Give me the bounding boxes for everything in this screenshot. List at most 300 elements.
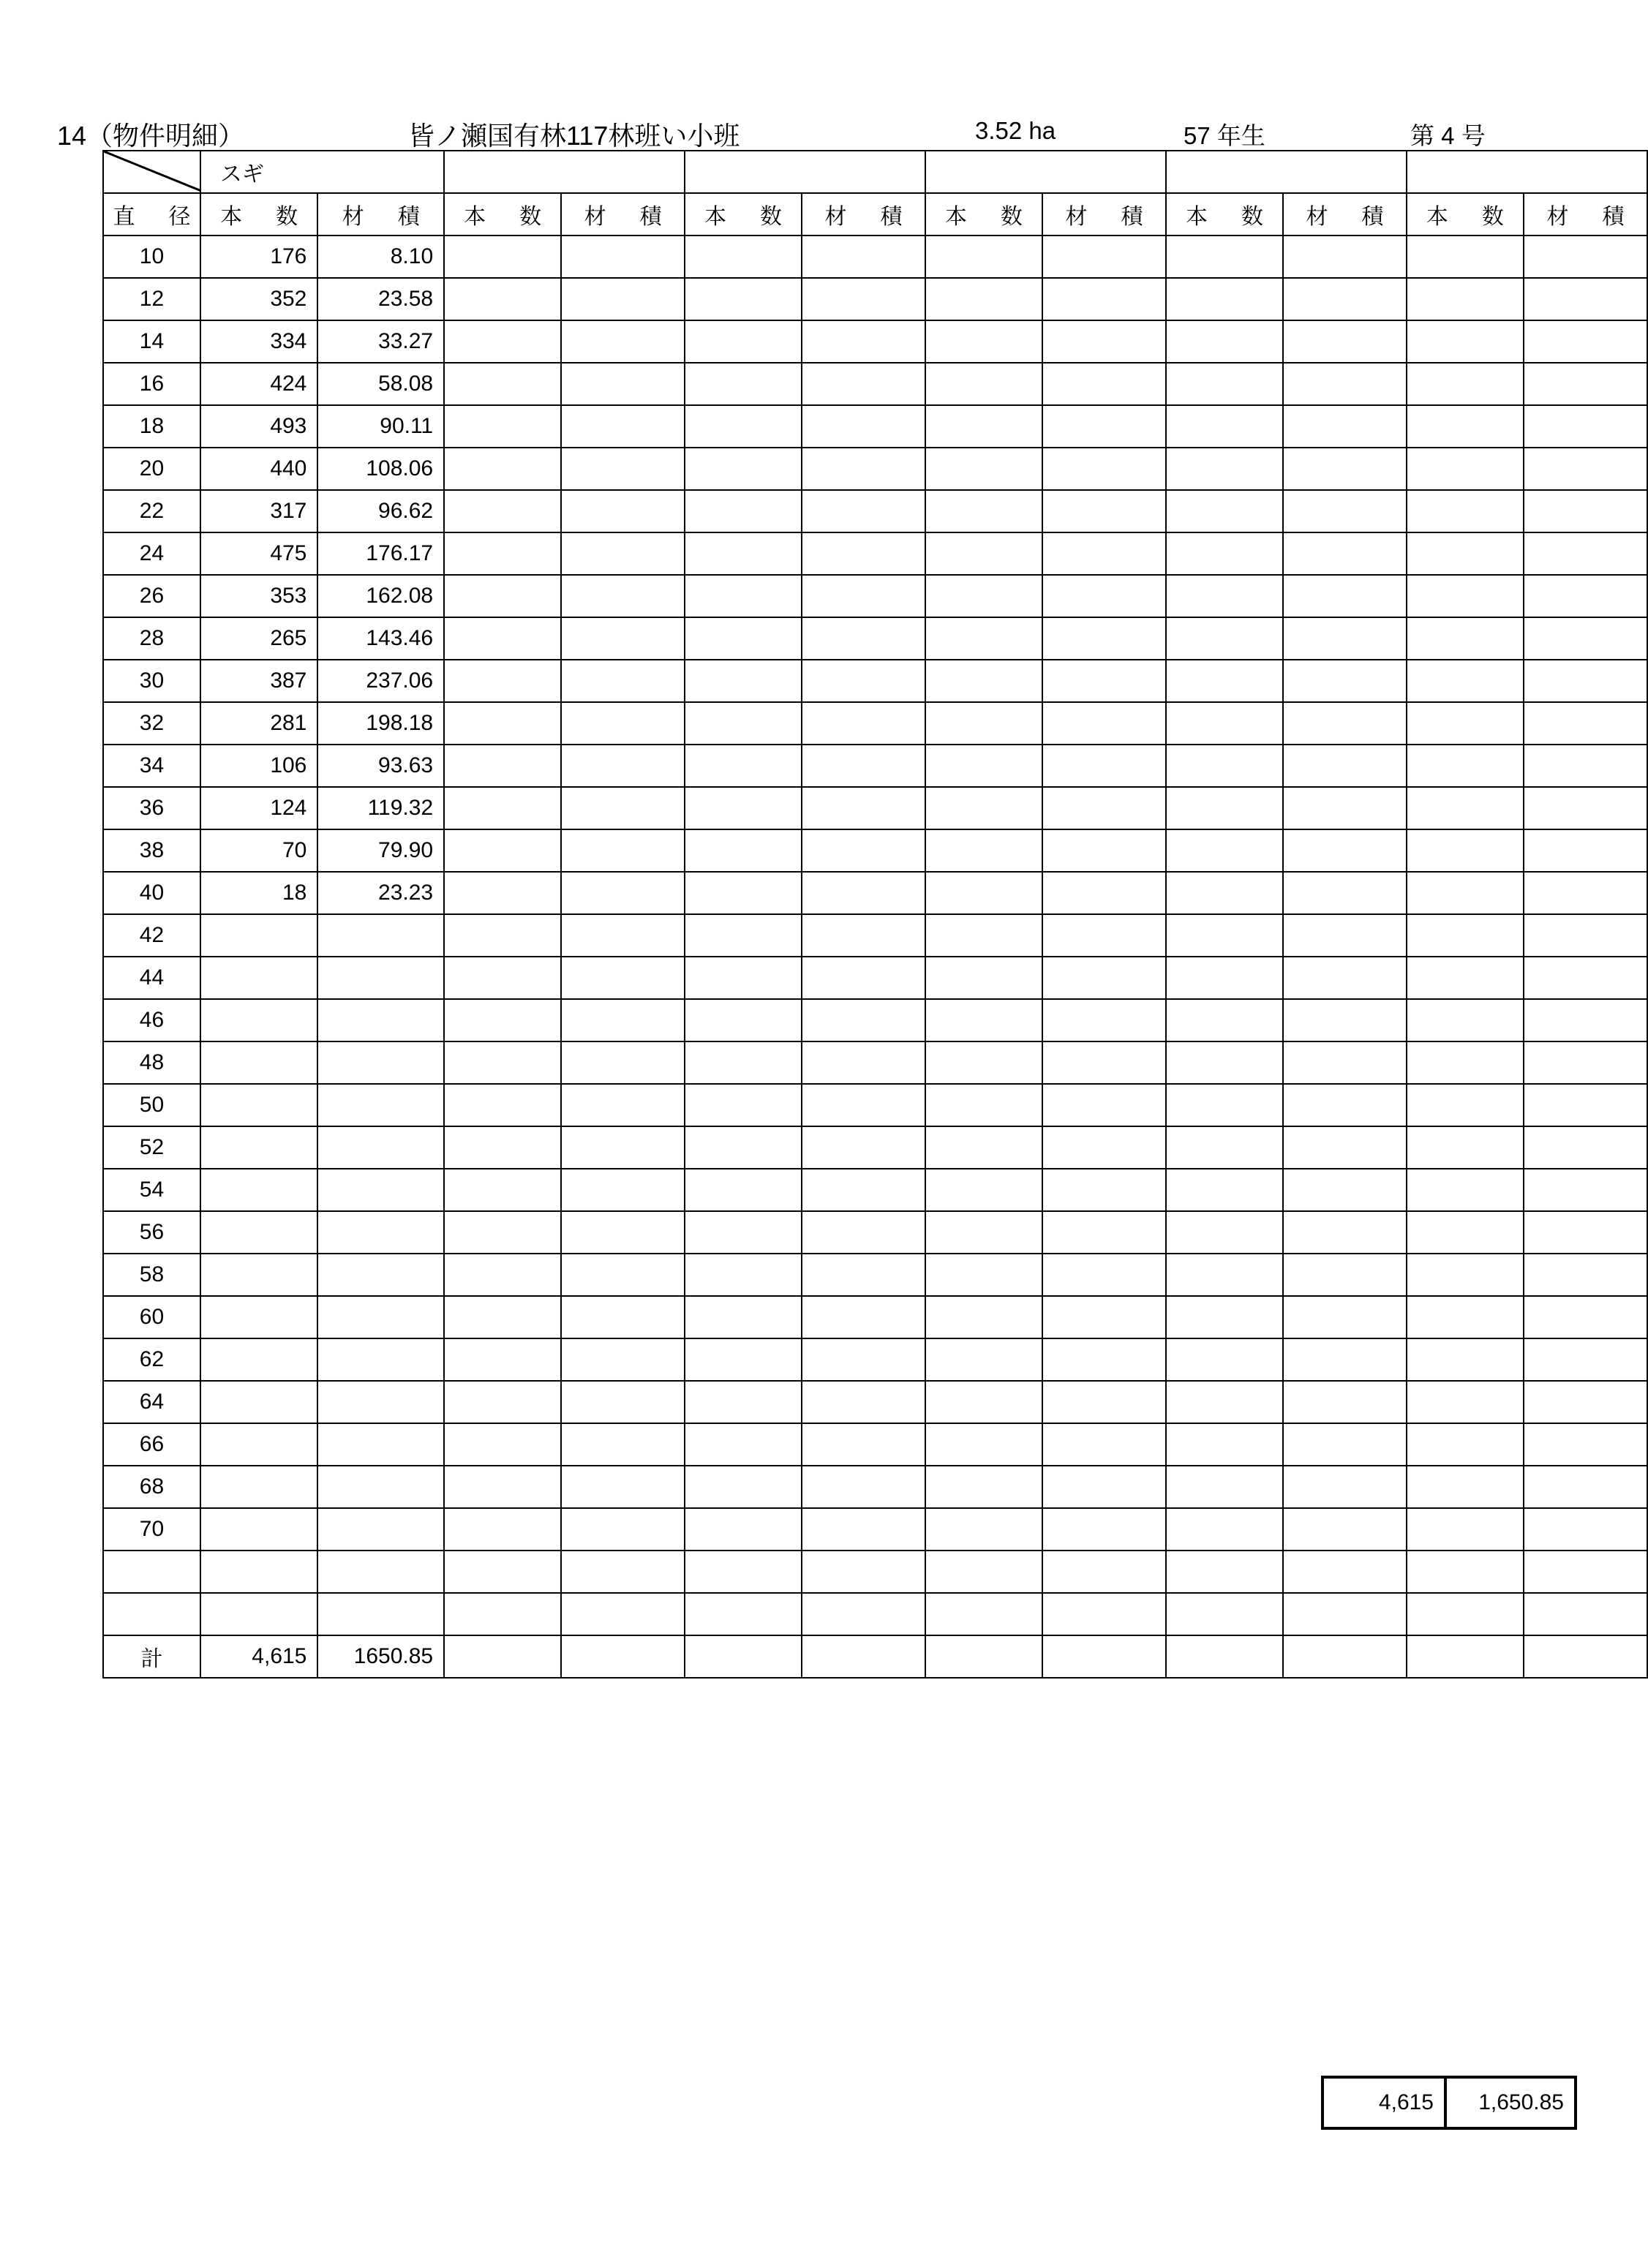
stand-area: 3.52 ha [975, 117, 1056, 144]
cell-volume-empty [1524, 1296, 1647, 1338]
cell-count-empty [1166, 957, 1283, 999]
cell-count-empty [1407, 1211, 1524, 1254]
cell-volume-empty [1042, 1593, 1166, 1635]
cell-count [200, 914, 317, 957]
total-volume: 1650.85 [317, 1635, 444, 1678]
cell-count-empty [444, 1041, 561, 1084]
header-volume: 材 積 [802, 193, 925, 236]
cell-count-empty [925, 660, 1042, 702]
cell-count-empty [1166, 448, 1283, 490]
cell-volume-empty [1283, 1041, 1407, 1084]
cell-count-empty [1166, 490, 1283, 532]
cell-volume-empty [561, 1211, 685, 1254]
cell-volume-empty [1042, 829, 1166, 872]
cell-count-empty [1407, 1084, 1524, 1126]
cell-count: 317 [200, 490, 317, 532]
cell-volume-empty [802, 1593, 925, 1635]
cell-volume-empty [802, 1254, 925, 1296]
cell-diameter: 50 [103, 1084, 200, 1126]
cell-count-empty [685, 914, 802, 957]
cell-diameter [103, 1551, 200, 1593]
cell-volume-empty [561, 745, 685, 787]
total-volume-empty [802, 1635, 925, 1678]
cell-volume-empty [561, 1466, 685, 1508]
cell-count-empty [1407, 1551, 1524, 1593]
header-count: 本 数 [925, 193, 1042, 236]
table-row [103, 957, 1647, 999]
cell-volume-empty [1524, 1084, 1647, 1126]
cell-volume-empty [1283, 1508, 1407, 1551]
table-row [103, 363, 1647, 405]
cell-diameter: 60 [103, 1296, 200, 1338]
cell-volume-empty [1283, 872, 1407, 914]
table-row [103, 787, 1647, 829]
table-row [103, 532, 1647, 575]
table-row [103, 914, 1647, 957]
total-count-empty [1166, 1635, 1283, 1678]
cell-count [200, 1508, 317, 1551]
cell-count: 106 [200, 745, 317, 787]
table-row [103, 660, 1647, 702]
cell-volume-empty [1283, 1254, 1407, 1296]
cell-count-empty [685, 490, 802, 532]
cell-count [200, 1296, 317, 1338]
cell-diameter: 12 [103, 278, 200, 320]
species-row [103, 151, 1647, 193]
table-row [103, 1169, 1647, 1211]
cell-volume [317, 1169, 444, 1211]
cell-volume-empty [1524, 405, 1647, 448]
cell-volume-empty [1524, 448, 1647, 490]
cell-volume-empty [1524, 617, 1647, 660]
cell-count-empty [685, 1084, 802, 1126]
species-name: スギ [200, 151, 444, 193]
cell-volume-empty [1524, 1126, 1647, 1169]
cell-volume: 162.08 [317, 575, 444, 617]
cell-volume [317, 1211, 444, 1254]
cell-volume-empty [561, 660, 685, 702]
cell-volume-empty [1042, 787, 1166, 829]
cell-volume-empty [1042, 363, 1166, 405]
cell-count-empty [925, 829, 1042, 872]
cell-volume-empty [561, 1551, 685, 1593]
cell-volume-empty [1524, 1466, 1647, 1508]
cell-count-empty [1407, 278, 1524, 320]
cell-count-empty [1166, 660, 1283, 702]
cell-volume: 8.10 [317, 236, 444, 278]
header-volume: 材 積 [1042, 193, 1166, 236]
cell-count-empty [925, 1084, 1042, 1126]
cell-count-empty [685, 872, 802, 914]
cell-volume-empty [1283, 745, 1407, 787]
cell-count-empty [685, 1423, 802, 1466]
species-name-empty [444, 151, 685, 193]
cell-count-empty [925, 1254, 1042, 1296]
cell-count-empty [1166, 787, 1283, 829]
cell-count-empty [925, 320, 1042, 363]
cell-volume-empty [561, 405, 685, 448]
document-number: 第 4 号 [1410, 122, 1486, 149]
cell-volume-empty [802, 957, 925, 999]
cell-diameter: 64 [103, 1381, 200, 1423]
cell-volume-empty [1042, 1551, 1166, 1593]
cell-diameter: 48 [103, 1041, 200, 1084]
cell-volume-empty [802, 1126, 925, 1169]
cell-volume-empty [1283, 575, 1407, 617]
cell-volume-empty [561, 1084, 685, 1126]
cell-volume-empty [1283, 1084, 1407, 1126]
table-row [103, 999, 1647, 1041]
cell-volume [317, 1423, 444, 1466]
cell-count-empty [1407, 872, 1524, 914]
table-row [103, 1296, 1647, 1338]
cell-volume-empty [802, 1041, 925, 1084]
cell-volume-empty [1524, 787, 1647, 829]
cell-diameter: 10 [103, 236, 200, 278]
corner-diagonal-cell [103, 151, 200, 193]
cell-volume-empty [1042, 617, 1166, 660]
cell-count-empty [685, 363, 802, 405]
cell-count-empty [444, 1211, 561, 1254]
cell-count-empty [1166, 575, 1283, 617]
cell-count-empty [925, 575, 1042, 617]
cell-count-empty [1166, 1169, 1283, 1211]
cell-count-empty [1407, 957, 1524, 999]
cell-volume-empty [1524, 1041, 1647, 1084]
cell-diameter: 46 [103, 999, 200, 1041]
cell-count-empty [685, 617, 802, 660]
table-row [103, 490, 1647, 532]
cell-count-empty [925, 1169, 1042, 1211]
cell-diameter: 34 [103, 745, 200, 787]
cell-count [200, 1169, 317, 1211]
cell-volume-empty [1524, 490, 1647, 532]
cell-count [200, 1381, 317, 1423]
cell-volume-empty [802, 405, 925, 448]
cell-count-empty [444, 448, 561, 490]
cell-count-empty [444, 829, 561, 872]
total-volume-empty [1042, 1635, 1166, 1678]
cell-count-empty [1166, 405, 1283, 448]
cell-count-empty [1407, 914, 1524, 957]
header-volume: 材 積 [1283, 193, 1407, 236]
cell-volume-empty [802, 999, 925, 1041]
cell-count-empty [685, 1508, 802, 1551]
cell-volume-empty [1524, 702, 1647, 745]
cell-count [200, 1423, 317, 1466]
cell-count-empty [1407, 1169, 1524, 1211]
cell-volume-empty [1524, 914, 1647, 957]
cell-count [200, 1041, 317, 1084]
cell-volume-empty [1283, 405, 1407, 448]
table-row [103, 1254, 1647, 1296]
cell-count [200, 1593, 317, 1635]
cell-volume-empty [1042, 320, 1166, 363]
cell-diameter: 68 [103, 1466, 200, 1508]
cell-count [200, 1211, 317, 1254]
cell-volume-empty [802, 1296, 925, 1338]
cell-count-empty [444, 957, 561, 999]
cell-count-empty [925, 490, 1042, 532]
total-count-empty [1407, 1635, 1524, 1678]
cell-volume-empty [1283, 702, 1407, 745]
cell-volume-empty [802, 575, 925, 617]
cell-count-empty [685, 236, 802, 278]
cell-volume-empty [1524, 532, 1647, 575]
cell-volume-empty [1042, 1084, 1166, 1126]
header-volume: 材 積 [1524, 193, 1647, 236]
cell-volume-empty [802, 1508, 925, 1551]
cell-volume-empty [1524, 575, 1647, 617]
cell-volume-empty [1524, 1169, 1647, 1211]
grand-total-box [1321, 2076, 1577, 2130]
cell-count [200, 1466, 317, 1508]
cell-count: 424 [200, 363, 317, 405]
table-row [103, 1381, 1647, 1423]
cell-count-empty [1407, 1423, 1524, 1466]
cell-volume: 90.11 [317, 405, 444, 448]
cell-count-empty [685, 1381, 802, 1423]
species-name-empty [925, 151, 1166, 193]
cell-volume: 96.62 [317, 490, 444, 532]
cell-volume-empty [561, 363, 685, 405]
cell-volume-empty [802, 1211, 925, 1254]
cell-count-empty [685, 1211, 802, 1254]
cell-volume-empty [802, 745, 925, 787]
cell-count-empty [925, 872, 1042, 914]
cell-count-empty [1407, 829, 1524, 872]
cell-count-empty [1166, 320, 1283, 363]
cell-volume-empty [1524, 1254, 1647, 1296]
cell-count [200, 1551, 317, 1593]
cell-volume-empty [802, 278, 925, 320]
table-row [103, 1211, 1647, 1254]
cell-count-empty [1166, 1126, 1283, 1169]
cell-volume-empty [1283, 787, 1407, 829]
cell-count-empty [1407, 575, 1524, 617]
cell-count [200, 957, 317, 999]
cell-diameter: 62 [103, 1338, 200, 1381]
cell-count-empty [1407, 617, 1524, 660]
cell-diameter: 18 [103, 405, 200, 448]
cell-count-empty [685, 999, 802, 1041]
cell-count-empty [444, 1508, 561, 1551]
cell-volume-empty [802, 1551, 925, 1593]
table-row [103, 320, 1647, 363]
cell-count-empty [685, 1466, 802, 1508]
cell-volume: 143.46 [317, 617, 444, 660]
cell-diameter: 54 [103, 1169, 200, 1211]
cell-diameter: 42 [103, 914, 200, 957]
cell-count-empty [444, 405, 561, 448]
cell-count-empty [1407, 1041, 1524, 1084]
cell-count-empty [925, 1423, 1042, 1466]
cell-count-empty [444, 999, 561, 1041]
cell-volume-empty [561, 1423, 685, 1466]
cell-volume-empty [561, 872, 685, 914]
cell-count-empty [685, 702, 802, 745]
header-volume: 材 積 [561, 193, 685, 236]
cell-count-empty [444, 363, 561, 405]
cell-count-empty [1407, 1508, 1524, 1551]
cell-volume-empty [802, 320, 925, 363]
cell-volume-empty [561, 1296, 685, 1338]
cell-volume [317, 1338, 444, 1381]
table-row [103, 617, 1647, 660]
cell-volume: 23.23 [317, 872, 444, 914]
cell-count-empty [444, 532, 561, 575]
cell-volume-empty [1283, 320, 1407, 363]
cell-count-empty [925, 1508, 1042, 1551]
table-row [103, 1423, 1647, 1466]
table-row [103, 405, 1647, 448]
cell-volume-empty [561, 532, 685, 575]
cell-count: 124 [200, 787, 317, 829]
cell-count-empty [925, 1296, 1042, 1338]
cell-count-empty [685, 660, 802, 702]
cell-count: 387 [200, 660, 317, 702]
cell-volume [317, 1084, 444, 1126]
cell-count-empty [444, 1296, 561, 1338]
cell-volume-empty [561, 1593, 685, 1635]
cell-volume-empty [561, 829, 685, 872]
cell-count-empty [1166, 999, 1283, 1041]
cell-count-empty [1407, 448, 1524, 490]
table-row [103, 1466, 1647, 1508]
cell-count-empty [1166, 1254, 1283, 1296]
cell-count-empty [1166, 1084, 1283, 1126]
cell-volume-empty [802, 914, 925, 957]
cell-volume-empty [1524, 320, 1647, 363]
cell-count: 176 [200, 236, 317, 278]
cell-count: 493 [200, 405, 317, 448]
stand-age: 57 年生 [1184, 122, 1265, 149]
cell-count-empty [685, 957, 802, 999]
table-row [103, 1593, 1647, 1635]
cell-count-empty [444, 1338, 561, 1381]
header-count: 本 数 [444, 193, 561, 236]
cell-volume-empty [1042, 1423, 1166, 1466]
tally-table [102, 150, 1648, 1679]
cell-volume-empty [561, 490, 685, 532]
cell-count-empty [1407, 999, 1524, 1041]
table-row [103, 1338, 1647, 1381]
cell-volume [317, 1126, 444, 1169]
cell-count: 353 [200, 575, 317, 617]
cell-volume-empty [561, 1041, 685, 1084]
cell-volume [317, 914, 444, 957]
cell-diameter: 28 [103, 617, 200, 660]
cell-count-empty [685, 1254, 802, 1296]
cell-count-empty [925, 532, 1042, 575]
cell-volume-empty [802, 363, 925, 405]
total-volume-empty [561, 1635, 685, 1678]
cell-count-empty [444, 914, 561, 957]
cell-volume-empty [1524, 660, 1647, 702]
cell-count-empty [444, 745, 561, 787]
cell-diameter: 30 [103, 660, 200, 702]
cell-count: 334 [200, 320, 317, 363]
total-label: 計 [103, 1635, 200, 1678]
cell-volume-empty [1042, 236, 1166, 278]
cell-volume-empty [561, 1254, 685, 1296]
cell-count-empty [1166, 1041, 1283, 1084]
cell-count-empty [925, 363, 1042, 405]
cell-volume-empty [1524, 236, 1647, 278]
cell-volume-empty [561, 914, 685, 957]
cell-count-empty [1166, 1423, 1283, 1466]
cell-count-empty [1407, 1254, 1524, 1296]
cell-volume-empty [1283, 914, 1407, 957]
cell-count-empty [925, 745, 1042, 787]
table-row [103, 575, 1647, 617]
cell-volume-empty [561, 999, 685, 1041]
cell-volume-empty [1283, 490, 1407, 532]
cell-volume-empty [802, 532, 925, 575]
cell-volume: 108.06 [317, 448, 444, 490]
form-label: 14（物件明細） [57, 121, 245, 151]
cell-volume-empty [1283, 1169, 1407, 1211]
cell-volume-empty [1042, 1466, 1166, 1508]
cell-diameter [103, 1593, 200, 1635]
cell-count [200, 1084, 317, 1126]
cell-volume-empty [1524, 745, 1647, 787]
cell-volume-empty [1042, 490, 1166, 532]
cell-count-empty [925, 1593, 1042, 1635]
cell-volume-empty [561, 617, 685, 660]
cell-volume-empty [1524, 1338, 1647, 1381]
cell-count [200, 1126, 317, 1169]
cell-volume-empty [1524, 829, 1647, 872]
cell-volume-empty [561, 320, 685, 363]
cell-volume [317, 1041, 444, 1084]
cell-volume-empty [1524, 278, 1647, 320]
cell-count-empty [1407, 1381, 1524, 1423]
species-name-empty [1407, 151, 1647, 193]
cell-count-empty [685, 575, 802, 617]
total-count-empty [925, 1635, 1042, 1678]
cell-volume-empty [1524, 1593, 1647, 1635]
cell-volume-empty [1524, 957, 1647, 999]
cell-volume-empty [1283, 1381, 1407, 1423]
cell-count-empty [444, 236, 561, 278]
cell-volume-empty [1042, 702, 1166, 745]
cell-count-empty [925, 702, 1042, 745]
table-row [103, 702, 1647, 745]
cell-count-empty [1407, 363, 1524, 405]
cell-count-empty [685, 829, 802, 872]
cell-volume-empty [1524, 1508, 1647, 1551]
cell-volume-empty [802, 829, 925, 872]
cell-volume-empty [1042, 957, 1166, 999]
cell-count: 440 [200, 448, 317, 490]
cell-count-empty [1166, 236, 1283, 278]
cell-count-empty [444, 490, 561, 532]
cell-volume-empty [561, 787, 685, 829]
header-count: 本 数 [1166, 193, 1283, 236]
table-row [103, 1084, 1647, 1126]
cell-count-empty [925, 1381, 1042, 1423]
table-row [103, 829, 1647, 872]
cell-volume-empty [1283, 1338, 1407, 1381]
cell-volume-empty [1283, 532, 1407, 575]
cell-volume-empty [1042, 1041, 1166, 1084]
cell-count-empty [1407, 490, 1524, 532]
total-volume-empty [1283, 1635, 1407, 1678]
header-diameter: 直 径 [103, 193, 200, 236]
cell-volume-empty [1042, 575, 1166, 617]
cell-count-empty [1407, 787, 1524, 829]
